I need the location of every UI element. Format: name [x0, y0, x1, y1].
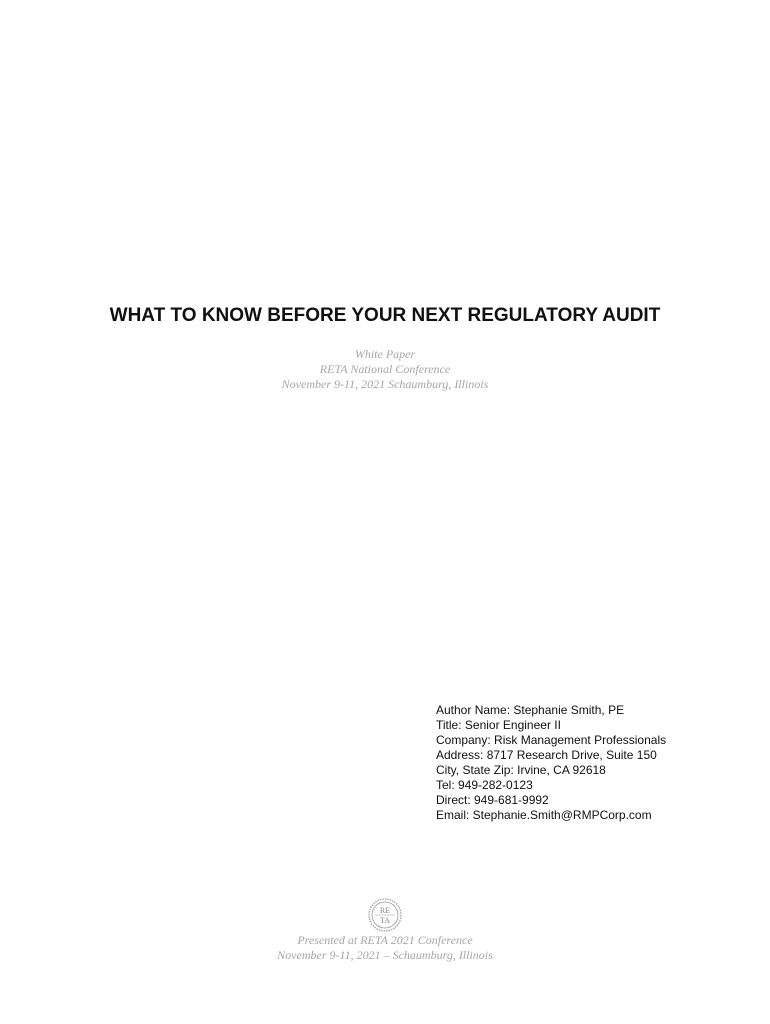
footer-date-location-line: November 9-11, 2021 – Schaumburg, Illinois — [277, 948, 493, 962]
document-title: WHAT TO KNOW BEFORE YOUR NEXT REGULATORY AUDIT — [109, 305, 661, 326]
subtitle-line-conference: RETA National Conference — [319, 362, 451, 376]
subtitle-line-paper-type: White Paper — [354, 347, 416, 361]
author-tel: Tel: 949-282-0123 — [436, 778, 533, 792]
author-info-block — [436, 703, 666, 823]
subtitle-block — [0, 347, 770, 392]
footer-presented-line: Presented at RETA 2021 Conference — [297, 933, 473, 947]
author-title: Title: Senior Engineer II — [436, 718, 561, 732]
author-direct: Direct: 949-681-9992 — [436, 793, 549, 807]
author-email: Email: Stephanie.Smith@RMPCorp.com — [436, 808, 652, 822]
author-name: Author Name: Stephanie Smith, PE — [436, 703, 625, 717]
author-city-state-zip: City, State Zip: Irvine, CA 92618 — [436, 763, 606, 777]
subtitle-line-date-location: November 9-11, 2021 Schaumburg, Illinois — [281, 377, 489, 391]
reta-seal-icon — [368, 898, 402, 932]
author-company: Company: Risk Management Professionals — [436, 733, 667, 747]
seal-text-top: RE — [379, 906, 391, 915]
seal-text-bottom: TA — [379, 916, 391, 925]
footer-block — [0, 933, 770, 963]
author-address: Address: 8717 Research Drive, Suite 150 — [436, 748, 657, 762]
